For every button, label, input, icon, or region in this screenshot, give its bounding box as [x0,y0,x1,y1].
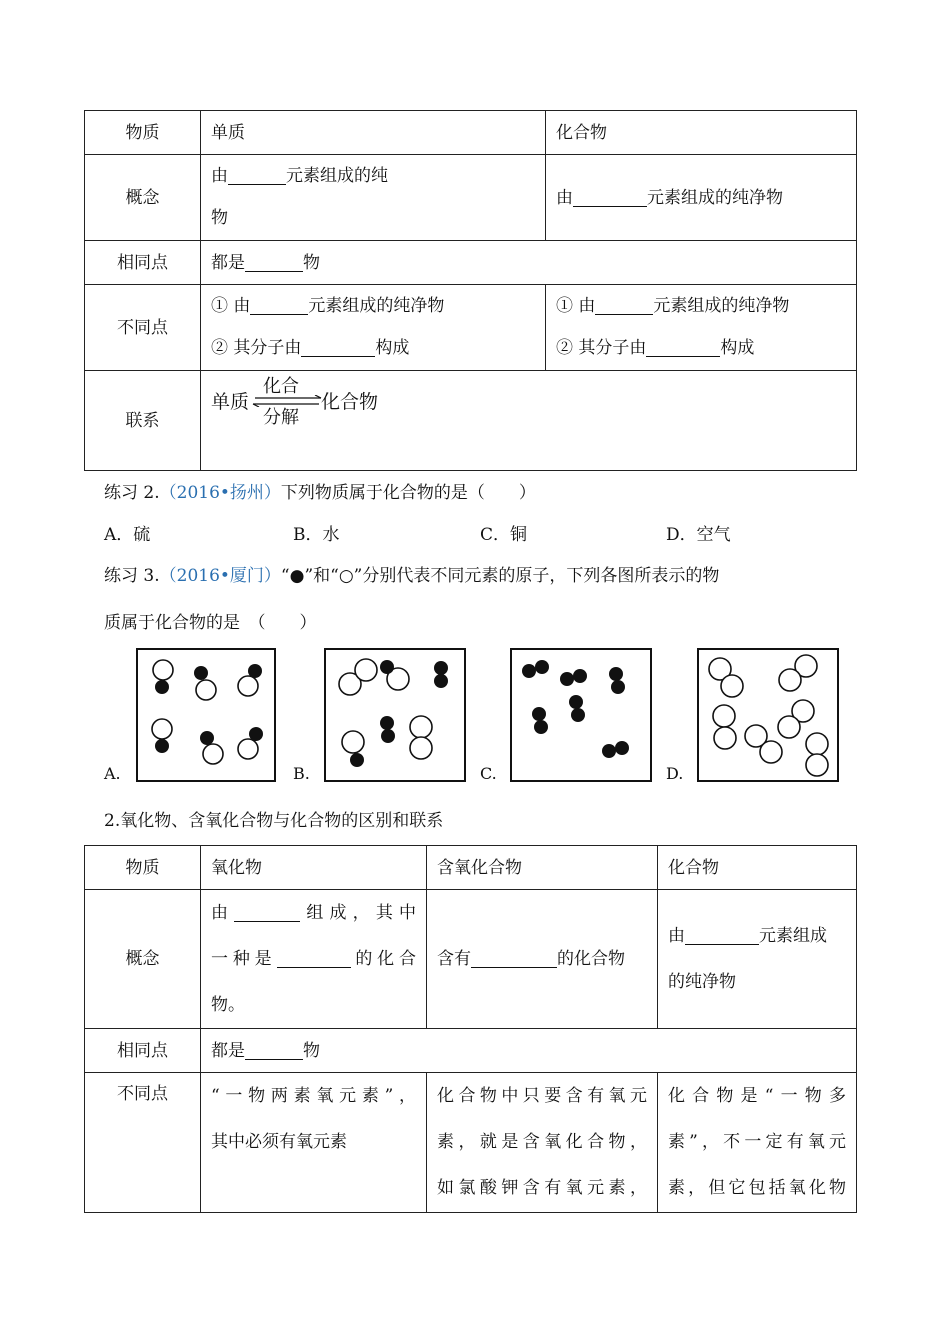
fill-blank[interactable] [228,167,286,185]
fill-blank[interactable] [277,950,351,968]
text: 物 [303,252,320,273]
table-row [85,1029,857,1073]
combine-label: 化合 [263,376,299,397]
text: 素”，不一定有氧元 [668,1132,846,1152]
fill-blank[interactable] [301,339,375,357]
row-label: 联系 [85,371,201,471]
table-cell [546,285,857,371]
text: 化合物中只要含有氧元 [437,1086,647,1106]
text: 由 [211,166,228,186]
figure-label-c[interactable]: C. [480,764,497,783]
text: 素，就是含氧化合物， [437,1132,647,1152]
fill-blank[interactable] [245,254,303,272]
fill-blank[interactable] [471,950,557,968]
figure-label-a[interactable]: A. [104,764,121,783]
text: 元素组成 [759,926,827,946]
table-row [85,155,857,241]
text: 的化合 [350,949,416,969]
exercise-source: （2016•扬州） [159,483,281,503]
header-cell: 化合物 [658,846,857,890]
exercise-number: 练习 3. [104,566,160,586]
header-cell: 氧化物 [201,846,427,890]
row-label: 相同点 [85,241,201,285]
header-cell: 单质 [201,111,546,155]
table-row [85,846,857,890]
text: ① 由 [211,296,251,316]
text: 组成，其中 [300,903,417,923]
table-cell [201,371,857,471]
fill-blank[interactable] [234,904,300,922]
text: 元素组成的纯净物 [308,296,445,316]
table-oxide-comparison [84,845,857,1213]
fill-blank[interactable] [250,297,308,315]
decompose-label: 分解 [263,407,299,428]
exercise-number: 练习 2. [104,483,160,503]
table-cell [201,1073,427,1213]
table-row [85,111,857,155]
text: 其中必须有氧元素 [211,1132,347,1152]
text: 元素组成的纯 [286,166,388,186]
text: 化合物是“一物多 [668,1086,846,1106]
text: 素，但它包括氧化物 [668,1178,846,1198]
header-cell: 物质 [85,111,201,155]
text: 物 [303,1040,320,1061]
text: 由 [211,903,235,923]
table-cell [201,1029,857,1073]
header-cell: 含氧化合物 [427,846,658,890]
text: ① 由 [556,296,596,316]
exercise-2-question [104,478,536,503]
figure-label-b[interactable]: B. [293,764,310,783]
text: 含有 [437,949,471,969]
table-cell [658,890,857,1029]
table-elemental-vs-compound [84,110,857,471]
option-d[interactable]: D．空气 [666,525,731,545]
exercise-source: （2016•厦门） [159,566,281,586]
table-row [85,890,857,1029]
molecule-figure-b[interactable] [324,648,466,782]
table-cell [427,890,658,1029]
molecule-figure-a[interactable] [136,648,276,782]
elemental-label: 单质 [211,391,250,413]
table-cell [201,155,546,241]
text: 都是 [211,1040,245,1061]
table-row [85,1073,857,1213]
text: 元素组成的纯净物 [653,296,790,316]
text: 物。 [211,995,245,1015]
text: ② 其分子由 [556,338,647,358]
option-a[interactable]: A．硫 [104,525,151,545]
figure-label-d[interactable]: D. [666,764,684,783]
table-cell [658,1073,857,1213]
table-cell [546,155,857,241]
text: 如氯酸钾含有氧元素， [437,1178,647,1198]
option-b[interactable]: B．水 [293,525,340,545]
text: 的化合物 [557,949,625,969]
text: 物 [211,208,228,228]
molecule-figure-c[interactable] [510,648,652,782]
table-cell [201,241,857,285]
row-label: 不同点 [85,285,201,371]
text: 由 [668,926,685,946]
text: 的纯净物 [668,972,736,992]
table-row [85,285,857,371]
molecule-figure-d[interactable] [697,648,839,782]
row-label: 概念 [85,155,201,241]
row-label: 相同点 [85,1029,201,1073]
text: 构成 [375,338,410,358]
text: 一种是 [211,949,277,969]
row-label: 不同点 [85,1073,201,1213]
header-cell: 化合物 [546,111,857,155]
fill-blank[interactable] [646,339,720,357]
text: ② 其分子由 [211,338,302,358]
fill-blank[interactable] [595,297,653,315]
table-row [85,241,857,285]
table-cell [427,1073,658,1213]
text: 由 [556,187,573,208]
section-2-title: 2.氧化物、含氧化合物与化合物的区别和联系 [104,811,444,831]
text: 元素组成的纯净物 [647,187,783,208]
question-text: “●”和“○”分别代表不同元素的原子，下列各图所表示的物 [280,566,720,586]
table-row [85,371,857,471]
text: 都是 [211,252,245,273]
text: “一物两素氧元素”， [211,1086,416,1106]
compound-label: 化合物 [321,391,379,413]
exercise-3-question [104,561,719,586]
fill-blank[interactable] [573,189,647,207]
relation-diagram [211,371,846,469]
table-cell [201,890,427,1029]
option-c[interactable]: C．铜 [480,525,528,545]
table-cell [201,285,546,371]
header-cell: 物质 [85,846,201,890]
row-label: 概念 [85,890,201,1029]
text: 构成 [720,338,755,358]
exercise-3-question-cont: 质属于化合物的是 （ ） [104,613,317,633]
fill-blank[interactable] [245,1042,303,1060]
fill-blank[interactable] [685,927,759,945]
question-text: 下列物质属于化合物的是（ ） [280,483,536,503]
